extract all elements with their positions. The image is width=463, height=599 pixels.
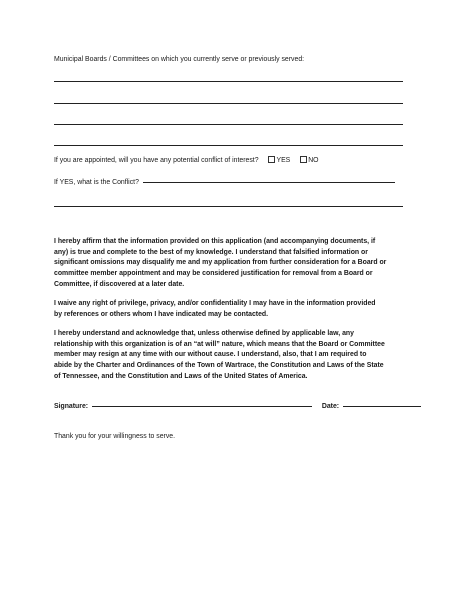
privilege-paragraph: [54, 299, 410, 320]
yes-checkbox[interactable]: [268, 156, 275, 163]
boards-label: Municipal Boards / Committees on which you currently serve or previously served:: [54, 56, 305, 63]
understand-line: of Tennessee, and the Constitution and Laws of the United States of America.: [54, 372, 308, 380]
affirm-line: I hereby affirm that the information provided on this application (and accompanying documents, if: [54, 238, 376, 245]
date-label: Date:: [321, 403, 340, 410]
understand-line: member may resign at any time with our without cause. I understand, also, that I am required to: [54, 351, 367, 359]
date-line[interactable]: [343, 406, 421, 407]
privilege-line: I waive any right of privilege, privacy, and/or confidentiality I may have in the information provided: [54, 300, 376, 307]
conflict-detail-line[interactable]: [143, 182, 395, 183]
affirmation-paragraph: [54, 237, 410, 291]
affirm-line: significant omissions may disqualify me and my application from further consideration for a Board or: [54, 259, 387, 267]
boards-line-2[interactable]: [54, 103, 403, 104]
boards-line-1[interactable]: [54, 81, 403, 82]
conflict-question-row: [54, 155, 319, 166]
conflict-question: If you are appointed, will you have any potential conflict of interest?: [54, 157, 259, 164]
understand-line: abide by the Charter and Ordinances of the Town of Wartrace, the Constitution and Laws of the State: [54, 362, 384, 370]
conflict-detail-label: If YES, what is the Conflict?: [54, 179, 139, 186]
privilege-line: by references or others whom I have indicated may be contacted.: [54, 310, 269, 318]
thanks-text: Thank you for your willingness to serve.: [54, 433, 176, 440]
no-checkbox[interactable]: [300, 156, 307, 163]
affirm-line: Committee, if discovered at a later date.: [54, 280, 185, 288]
yes-label: YES: [276, 157, 291, 164]
signature-row: [54, 401, 421, 412]
understand-line: relationship with this organization is of an “at will” nature, which means that the Board or Committee: [54, 340, 385, 348]
conflict-extra-line[interactable]: [54, 206, 403, 207]
boards-line-3[interactable]: [54, 124, 403, 125]
understand-line: I hereby understand and acknowledge that, unless otherwise defined by applicable law, any: [54, 330, 354, 337]
affirm-line: committee member appointment and may be considered justification for removal from a Board or: [54, 270, 373, 278]
affirm-line: any) is true and complete to the best of my knowledge. I understand that falsified information or: [54, 248, 368, 256]
understanding-paragraph: [54, 329, 410, 383]
signature-label: Signature:: [54, 403, 89, 410]
conflict-detail-row: [54, 177, 395, 188]
signature-line[interactable]: [92, 406, 312, 407]
no-label: NO: [308, 157, 319, 164]
boards-line-4[interactable]: [54, 145, 403, 146]
